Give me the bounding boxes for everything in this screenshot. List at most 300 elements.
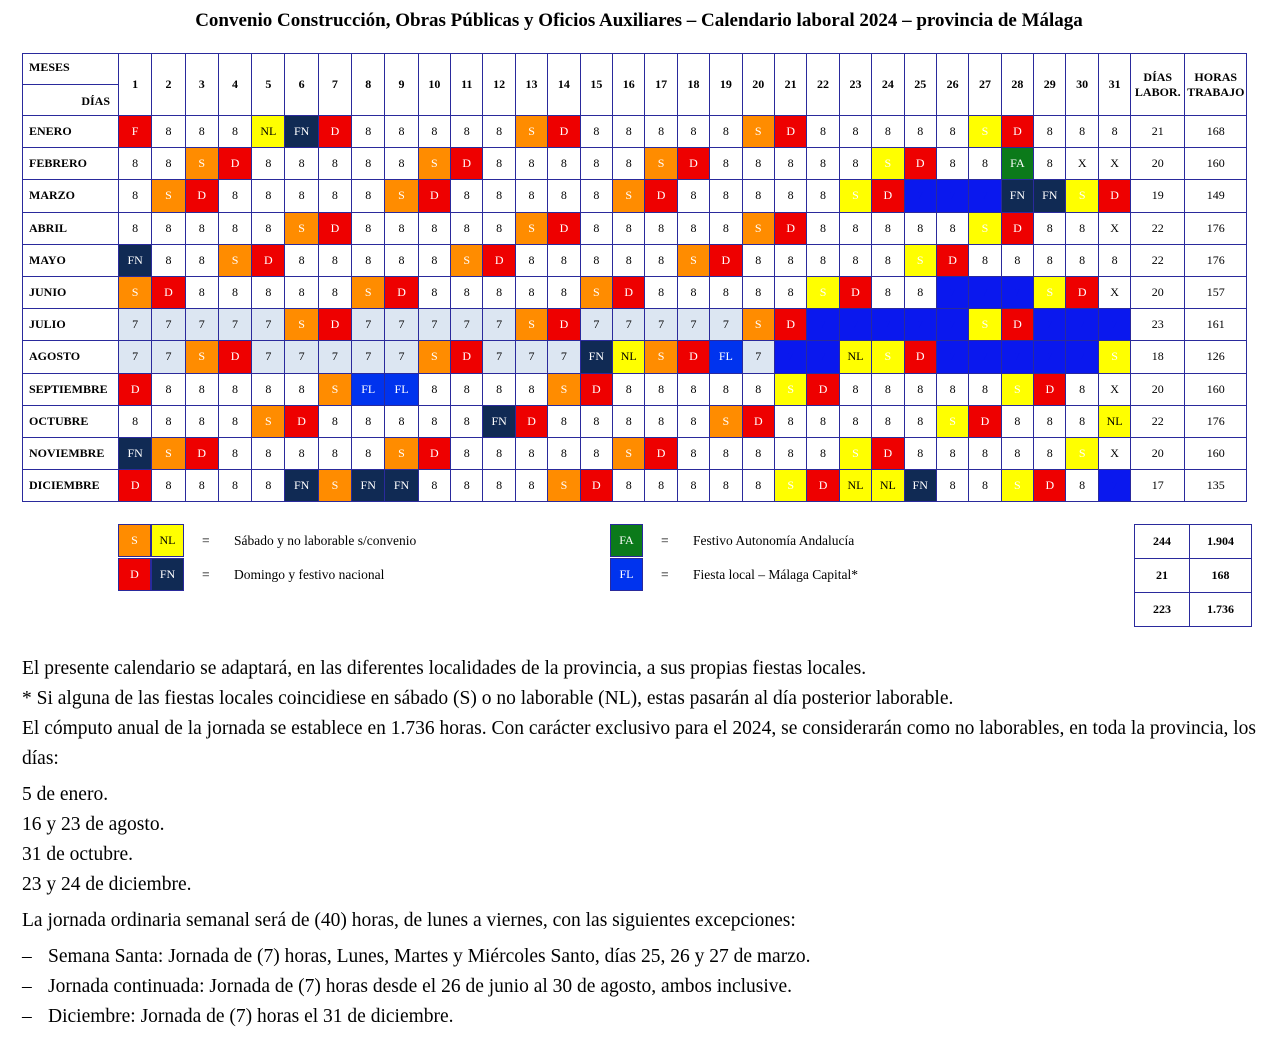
- day-cell: D: [119, 373, 152, 405]
- day-cell: 8: [385, 405, 418, 437]
- day-cell: 8: [451, 212, 483, 244]
- month-row: [23, 244, 1247, 276]
- day-cell: 8: [285, 437, 318, 469]
- day-cell: 8: [1066, 470, 1098, 502]
- day-cell: 8: [904, 373, 936, 405]
- day-cell: 8: [385, 244, 418, 276]
- day-cell: NL: [613, 341, 645, 373]
- note-paragraph: El presente calendario se adaptará, en las diferentes localidades de la provincia, a sus propias fiestas locales.: [22, 658, 867, 679]
- header-day: 5: [252, 54, 285, 116]
- day-cell: 8: [839, 373, 871, 405]
- dias-laborables: 20: [1131, 373, 1185, 405]
- day-cell: 8: [742, 180, 774, 212]
- day-cell: 8: [352, 405, 385, 437]
- day-cell: S: [119, 276, 152, 308]
- day-cell: 8: [318, 405, 351, 437]
- day-cell: S: [969, 212, 1001, 244]
- day-cell: F: [119, 116, 152, 148]
- day-cell: 8: [580, 180, 612, 212]
- day-cell: 8: [451, 405, 483, 437]
- day-cell: D: [872, 180, 904, 212]
- day-cell: X: [1098, 212, 1130, 244]
- dias-laborables: 23: [1131, 309, 1185, 341]
- day-cell: 8: [548, 148, 580, 180]
- day-cell: D: [1001, 309, 1033, 341]
- day-cell: S: [285, 309, 318, 341]
- day-cell: 7: [185, 309, 218, 341]
- header-day: 31: [1098, 54, 1130, 116]
- exception-text: Jornada continuada: Jornada de (7) horas desde el 26 de junio al 30 de agosto, ambos inclusive.: [48, 976, 793, 997]
- exception-text: Semana Santa: Jornada de (7) horas, Lunes, Martes y Miércoles Santo, días 25, 26 y 27 de marzo.: [48, 946, 811, 967]
- day-cell: 8: [152, 373, 185, 405]
- month-name: FEBRERO: [23, 148, 119, 180]
- header-dias: DÍAS: [81, 94, 110, 108]
- header-meses: MESES: [29, 60, 70, 74]
- dias-laborables: 18: [1131, 341, 1185, 373]
- day-cell: 8: [839, 405, 871, 437]
- day-cell: 8: [218, 276, 251, 308]
- day-cell: NL: [252, 116, 285, 148]
- day-cell: FN: [285, 470, 318, 502]
- day-cell: 8: [119, 212, 152, 244]
- totals-dias: 21: [1135, 559, 1190, 593]
- month-name: JUNIO: [23, 276, 119, 308]
- header-day: 19: [710, 54, 742, 116]
- day-cell: 7: [904, 180, 936, 212]
- day-cell: 8: [352, 116, 385, 148]
- day-cell: S: [385, 180, 418, 212]
- header-day: 16: [613, 54, 645, 116]
- day-cell: 7: [969, 276, 1001, 308]
- day-cell: 8: [677, 276, 709, 308]
- dash: –: [22, 1006, 32, 1027]
- day-cell: 8: [936, 373, 968, 405]
- header-dias-labor: DÍAS LABOR.: [1131, 54, 1185, 116]
- day-cell: 8: [318, 276, 351, 308]
- day-cell: D: [807, 470, 839, 502]
- day-cell: 8: [936, 470, 968, 502]
- header-day: 8: [352, 54, 385, 116]
- day-cell: 8: [1001, 405, 1033, 437]
- day-cell: 7: [252, 341, 285, 373]
- day-cell: 7: [218, 309, 251, 341]
- day-cell: S: [1034, 276, 1066, 308]
- day-cell: 7: [548, 341, 580, 373]
- day-cell: S: [774, 470, 806, 502]
- day-cell: D: [152, 276, 185, 308]
- dias-laborables: 17: [1131, 470, 1185, 502]
- day-cell: 8: [613, 148, 645, 180]
- day-cell: 8: [807, 437, 839, 469]
- day-cell: 8: [904, 212, 936, 244]
- day-cell: 8: [645, 212, 677, 244]
- header-horas-trabajo: HORAS TRABAJO: [1185, 54, 1247, 116]
- month-row: [23, 341, 1247, 373]
- day-cell: 8: [742, 276, 774, 308]
- day-cell: 8: [807, 180, 839, 212]
- day-cell: FN: [385, 470, 418, 502]
- day-cell: 8: [218, 212, 251, 244]
- day-cell: D: [318, 212, 351, 244]
- day-cell: 8: [839, 212, 871, 244]
- day-cell: D: [1034, 470, 1066, 502]
- day-cell: D: [1066, 276, 1098, 308]
- day-cell: D: [613, 276, 645, 308]
- day-cell: 8: [119, 148, 152, 180]
- non-working-day: 16 y 23 de agosto.: [22, 814, 165, 835]
- day-cell: D: [936, 244, 968, 276]
- day-cell: 7: [936, 276, 968, 308]
- day-cell: D: [774, 212, 806, 244]
- day-cell: 7: [613, 309, 645, 341]
- day-cell: S: [742, 212, 774, 244]
- day-cell: 8: [218, 116, 251, 148]
- header-day: 30: [1066, 54, 1098, 116]
- day-cell: 8: [580, 116, 612, 148]
- header-day: 1: [119, 54, 152, 116]
- totals-dias: 223: [1135, 593, 1190, 627]
- horas-trabajo: 149: [1185, 180, 1247, 212]
- day-cell: 8: [418, 405, 450, 437]
- day-cell: X: [1098, 148, 1130, 180]
- day-cell: D: [119, 470, 152, 502]
- day-cell: 8: [515, 148, 547, 180]
- dias-laborables: 22: [1131, 405, 1185, 437]
- day-cell: 7: [872, 309, 904, 341]
- day-cell: 7: [285, 341, 318, 373]
- calendar-table: [22, 53, 1247, 502]
- day-cell: D: [645, 180, 677, 212]
- day-cell: D: [742, 405, 774, 437]
- horas-trabajo: 160: [1185, 148, 1247, 180]
- month-row: [23, 470, 1247, 502]
- horas-trabajo: 176: [1185, 244, 1247, 276]
- day-cell: 8: [218, 437, 251, 469]
- day-cell: 8: [252, 212, 285, 244]
- day-cell: 8: [872, 116, 904, 148]
- day-cell: S: [1001, 470, 1033, 502]
- day-cell: 7: [1098, 470, 1130, 502]
- day-cell: 8: [252, 470, 285, 502]
- exception-item: [22, 1002, 1262, 1032]
- day-cell: D: [839, 276, 871, 308]
- day-cell: FN: [904, 470, 936, 502]
- day-cell: D: [218, 341, 251, 373]
- day-cell: S: [580, 276, 612, 308]
- day-cell: 8: [185, 276, 218, 308]
- month-name: MARZO: [23, 180, 119, 212]
- day-cell: 8: [352, 212, 385, 244]
- dias-laborables: 20: [1131, 148, 1185, 180]
- legend-eq: =: [202, 567, 210, 582]
- day-cell: 8: [710, 148, 742, 180]
- totals-row: [1135, 593, 1252, 627]
- day-cell: 8: [1066, 212, 1098, 244]
- header-day: 2: [152, 54, 185, 116]
- day-cell: S: [613, 437, 645, 469]
- day-cell: D: [872, 437, 904, 469]
- horas-trabajo: 161: [1185, 309, 1247, 341]
- day-cell: D: [451, 341, 483, 373]
- non-working-day: 31 de octubre.: [22, 844, 134, 865]
- day-cell: 8: [318, 180, 351, 212]
- legend-sabado-text: Sábado y no laborable s/convenio: [234, 533, 417, 548]
- day-cell: 7: [904, 309, 936, 341]
- day-cell: 8: [548, 405, 580, 437]
- day-cell: S: [451, 244, 483, 276]
- day-cell: 8: [515, 373, 547, 405]
- day-cell: D: [969, 405, 1001, 437]
- day-cell: D: [252, 244, 285, 276]
- day-cell: 7: [839, 309, 871, 341]
- day-cell: D: [904, 341, 936, 373]
- day-cell: 8: [119, 180, 152, 212]
- day-cell: 8: [580, 244, 612, 276]
- day-cell: 8: [936, 212, 968, 244]
- day-cell: S: [613, 180, 645, 212]
- day-cell: D: [548, 212, 580, 244]
- day-cell: 8: [318, 244, 351, 276]
- day-cell: 7: [152, 341, 185, 373]
- day-cell: 8: [152, 405, 185, 437]
- day-cell: 8: [483, 276, 515, 308]
- day-cell: S: [285, 212, 318, 244]
- day-cell: S: [515, 309, 547, 341]
- dias-laborables: 20: [1131, 437, 1185, 469]
- day-cell: 8: [548, 437, 580, 469]
- day-cell: 8: [710, 373, 742, 405]
- day-cell: 8: [645, 276, 677, 308]
- day-cell: 7: [1066, 341, 1098, 373]
- day-cell: S: [152, 180, 185, 212]
- day-cell: 8: [515, 244, 547, 276]
- day-cell: 8: [1034, 244, 1066, 276]
- day-cell: S: [969, 309, 1001, 341]
- month-row: [23, 373, 1247, 405]
- legend-domingo-text: Domingo y festivo nacional: [234, 567, 385, 582]
- day-cell: 8: [613, 405, 645, 437]
- day-cell: 7: [1001, 276, 1033, 308]
- exception-item: [22, 942, 1262, 972]
- day-cell: 8: [385, 212, 418, 244]
- header-day: 17: [645, 54, 677, 116]
- month-row: [23, 437, 1247, 469]
- day-cell: 7: [451, 309, 483, 341]
- day-cell: 8: [936, 148, 968, 180]
- day-cell: 8: [904, 276, 936, 308]
- day-cell: 8: [515, 180, 547, 212]
- day-cell: 7: [418, 309, 450, 341]
- day-cell: 8: [645, 116, 677, 148]
- day-cell: 8: [318, 437, 351, 469]
- month-name: MAYO: [23, 244, 119, 276]
- day-cell: 8: [185, 373, 218, 405]
- day-cell: 8: [483, 470, 515, 502]
- day-cell: 7: [1001, 341, 1033, 373]
- day-cell: 8: [1066, 116, 1098, 148]
- month-row: [23, 405, 1247, 437]
- day-cell: 7: [119, 309, 152, 341]
- dias-laborables: 20: [1131, 276, 1185, 308]
- day-cell: 8: [969, 244, 1001, 276]
- header-day: 6: [285, 54, 318, 116]
- day-cell: S: [252, 405, 285, 437]
- horas-trabajo: 160: [1185, 437, 1247, 469]
- day-cell: D: [1001, 212, 1033, 244]
- day-cell: 8: [613, 116, 645, 148]
- day-cell: 8: [1001, 244, 1033, 276]
- day-cell: S: [839, 437, 871, 469]
- note-paragraph: * Si alguna de las fiestas locales coincidiese en sábado (S) o no laborable (NL), estas pasarán al día posterior laborable.: [22, 688, 954, 709]
- day-cell: S: [548, 373, 580, 405]
- day-cell: 8: [936, 437, 968, 469]
- month-name: DICIEMBRE: [23, 470, 119, 502]
- day-cell: 8: [839, 116, 871, 148]
- day-cell: 8: [969, 470, 1001, 502]
- totals-horas: 1.904: [1190, 525, 1252, 559]
- day-cell: 8: [677, 180, 709, 212]
- day-cell: D: [1098, 180, 1130, 212]
- day-cell: D: [318, 309, 351, 341]
- day-cell: 8: [742, 148, 774, 180]
- day-cell: 8: [285, 373, 318, 405]
- day-cell: 8: [1001, 437, 1033, 469]
- day-cell: D: [904, 148, 936, 180]
- day-cell: D: [548, 116, 580, 148]
- month-row: [23, 116, 1247, 148]
- horas-trabajo: 176: [1185, 405, 1247, 437]
- day-cell: S: [1001, 373, 1033, 405]
- day-cell: 8: [969, 148, 1001, 180]
- day-cell: 8: [285, 276, 318, 308]
- day-cell: 8: [710, 116, 742, 148]
- day-cell: 8: [515, 276, 547, 308]
- day-cell: 8: [807, 244, 839, 276]
- day-cell: 7: [385, 341, 418, 373]
- header-day: 21: [774, 54, 806, 116]
- day-cell: D: [548, 309, 580, 341]
- horas-trabajo: 168: [1185, 116, 1247, 148]
- day-cell: D: [774, 309, 806, 341]
- day-cell: S: [742, 116, 774, 148]
- day-cell: 8: [872, 405, 904, 437]
- day-cell: 8: [742, 470, 774, 502]
- day-cell: 8: [645, 373, 677, 405]
- day-cell: 8: [872, 373, 904, 405]
- header-day: 27: [969, 54, 1001, 116]
- legend-eq: =: [661, 567, 669, 582]
- day-cell: 8: [677, 470, 709, 502]
- day-cell: S: [352, 276, 385, 308]
- day-cell: NL: [839, 470, 871, 502]
- day-cell: 8: [580, 437, 612, 469]
- day-cell: S: [904, 244, 936, 276]
- day-cell: 8: [580, 405, 612, 437]
- day-cell: 8: [318, 148, 351, 180]
- day-cell: 7: [483, 341, 515, 373]
- month-name: AGOSTO: [23, 341, 119, 373]
- day-cell: 8: [872, 244, 904, 276]
- legend-eq: =: [202, 533, 210, 548]
- month-name: NOVIEMBRE: [23, 437, 119, 469]
- header-day: 29: [1034, 54, 1066, 116]
- notes: [22, 654, 1262, 1032]
- day-cell: 8: [152, 212, 185, 244]
- day-cell: 8: [451, 437, 483, 469]
- day-cell: 8: [677, 373, 709, 405]
- exception-item: [22, 972, 1262, 1002]
- day-cell: D: [580, 373, 612, 405]
- day-cell: 7: [515, 341, 547, 373]
- day-cell: 8: [483, 148, 515, 180]
- day-cell: 8: [185, 116, 218, 148]
- month-name: ABRIL: [23, 212, 119, 244]
- totals-row: [1135, 525, 1252, 559]
- day-cell: 8: [418, 116, 450, 148]
- day-cell: S: [218, 244, 251, 276]
- day-cell: D: [774, 116, 806, 148]
- month-row: [23, 276, 1247, 308]
- day-cell: 8: [548, 244, 580, 276]
- day-cell: S: [152, 437, 185, 469]
- header-day: 11: [451, 54, 483, 116]
- day-cell: 8: [352, 244, 385, 276]
- day-cell: 8: [515, 437, 547, 469]
- day-cell: 8: [839, 244, 871, 276]
- note-paragraph: La jornada ordinaria semanal será de (40) horas, de lunes a viernes, con las siguientes excepciones:: [22, 910, 796, 931]
- day-cell: D: [185, 437, 218, 469]
- day-cell: D: [385, 276, 418, 308]
- day-cell: 8: [774, 276, 806, 308]
- day-cell: 8: [451, 276, 483, 308]
- day-cell: 7: [936, 341, 968, 373]
- day-cell: 8: [742, 373, 774, 405]
- day-cell: 7: [119, 341, 152, 373]
- day-cell: S: [318, 373, 351, 405]
- header-day: 3: [185, 54, 218, 116]
- legend-eq: =: [661, 533, 669, 548]
- day-cell: D: [515, 405, 547, 437]
- day-cell: 8: [418, 212, 450, 244]
- dash: –: [22, 946, 32, 967]
- day-cell: 8: [1034, 148, 1066, 180]
- day-cell: D: [710, 244, 742, 276]
- day-cell: 8: [352, 148, 385, 180]
- day-cell: D: [451, 148, 483, 180]
- horas-trabajo: 157: [1185, 276, 1247, 308]
- day-cell: 7: [352, 341, 385, 373]
- day-cell: 7: [252, 309, 285, 341]
- day-cell: 8: [418, 276, 450, 308]
- day-cell: 8: [1098, 116, 1130, 148]
- day-cell: 8: [677, 212, 709, 244]
- day-cell: S: [1098, 341, 1130, 373]
- day-cell: S: [872, 341, 904, 373]
- day-cell: D: [677, 148, 709, 180]
- day-cell: 7: [969, 341, 1001, 373]
- day-cell: 8: [613, 373, 645, 405]
- day-cell: 8: [515, 470, 547, 502]
- day-cell: 8: [483, 212, 515, 244]
- exception-text: Diciembre: Jornada de (7) horas el 31 de diciembre.: [48, 1006, 454, 1027]
- totals-dias: 244: [1135, 525, 1190, 559]
- legend-festivo-autonomia-swatch: FA: [610, 524, 643, 557]
- day-cell: 8: [252, 276, 285, 308]
- day-cell: 8: [742, 244, 774, 276]
- header-day: 25: [904, 54, 936, 116]
- day-cell: 8: [418, 244, 450, 276]
- header-day: 4: [218, 54, 251, 116]
